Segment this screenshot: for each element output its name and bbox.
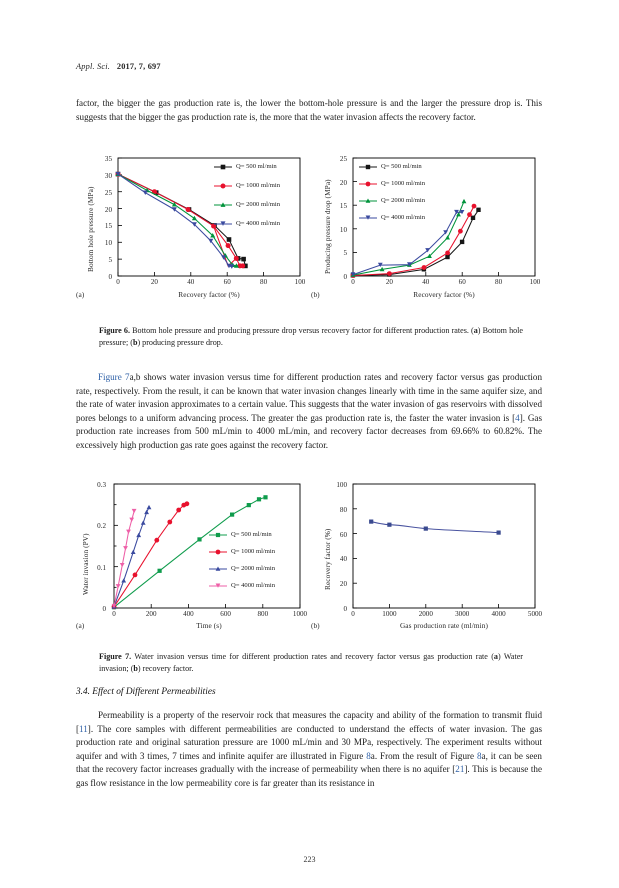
fig6a-xtick-1: 20 [150, 278, 158, 286]
fig6b-ylabel: Producing pressure drop (MPa) [323, 179, 332, 274]
figure-7-panel-b [311, 478, 557, 638]
fig6b-ytick-2: 10 [339, 225, 347, 234]
section-heading: 3.4. Effect of Different Permeabilities [76, 687, 216, 697]
fig7a-series-q1000 [112, 501, 190, 609]
fig6a-ytick-1: 5 [108, 256, 112, 265]
fig7b-ytick-4: 80 [339, 505, 347, 514]
figure-6-caption-b: b [132, 338, 138, 347]
fig7a-legend-label-2: Q= 2000 ml/min [231, 565, 276, 572]
figure-7-panel-a [76, 478, 316, 638]
fig7b-xtick-4: 4000 [491, 610, 506, 618]
figure-6-label-a: (a) [76, 290, 85, 299]
figure-7-caption [99, 651, 523, 675]
fig7b-xtick-2: 2000 [418, 610, 433, 618]
fig7a-xtick-3: 600 [220, 610, 231, 618]
fig7a-ytick-3: 0.3 [97, 481, 106, 489]
fig7b-xtick-0: 0 [351, 610, 355, 618]
fig7b-series-recovery [369, 520, 501, 535]
fig6a-ytick-6: 30 [104, 171, 112, 180]
fig6b-xtick-5: 100 [529, 278, 541, 286]
fig7b-ylabel: Recovery factor (%) [323, 528, 332, 590]
page-number: 223 [303, 855, 316, 864]
fig6b-xlabel: Recovery factor (%) [413, 290, 475, 299]
fig7a-ytick-2: 0.2 [97, 522, 106, 531]
fig6a-xtick-4: 80 [260, 278, 268, 286]
fig6b-xtick-1: 20 [385, 278, 393, 286]
fig7b-ytick-0: 0 [343, 605, 347, 613]
figure-7 [76, 478, 542, 638]
paragraph-3-ref-11[interactable]: 11 [79, 723, 88, 734]
fig6b-legend-label-2: Q= 2000 ml/min [381, 197, 426, 204]
fig6b-legend [359, 165, 377, 220]
fig6b-ytick-1: 5 [343, 249, 347, 258]
fig6b-legend-label-0: Q= 500 ml/min [381, 163, 422, 170]
figure-6-caption [99, 325, 523, 349]
figure-6-caption-a: a [473, 326, 478, 335]
paragraph-3-text-b: ]. The core samples with different permeabilities are conducted to understand the effects of water invasion. The gas production rate and original saturation pressure are 1000 mL/min and 30 MPa, respectively. The experiment results without aquifer and with 3 times, 7 times and infinite aquifer are illustrated in Figure [76, 723, 542, 761]
fig6a-ytick-7: 35 [104, 155, 112, 163]
fig6b-xtick-4: 80 [495, 278, 503, 286]
figure-6-caption-bold: Figure 6. [99, 326, 130, 335]
fig6b-legend-label-1: Q= 1000 ml/min [381, 180, 426, 187]
fig6a-legend [214, 165, 232, 226]
paragraph-3-ref-fig8-1[interactable]: 8 [366, 750, 371, 761]
fig7a-ytick-0: 0 [102, 605, 106, 613]
paragraph-3-text-d: a, it can be seen that the recovery factor increases gradually with the increase of permeability when there is no aquifer [ [76, 750, 542, 775]
figure-7-caption-end: ) recovery factor. [137, 664, 194, 673]
fig7b-ytick-2: 40 [339, 555, 347, 564]
fig7a-xlabel: Time (s) [196, 621, 222, 630]
figure-7-caption-mid: ) Water invasion; ( [99, 652, 523, 673]
fig6a-ytick-2: 10 [104, 239, 112, 248]
figure-6-caption-end: ) producing pressure drop. [137, 338, 223, 347]
paragraph-3-ref-fig8-2[interactable]: 8 [477, 750, 482, 761]
figure-7-label-a: (a) [76, 621, 85, 630]
fig7b-xtick-3: 3000 [455, 610, 470, 618]
fig6b-xtick-3: 60 [458, 278, 466, 286]
fig6a-xtick-0: 0 [116, 278, 120, 286]
figure-7-caption-a: a [493, 652, 498, 661]
figure-6-caption-rest: Bottom hole pressure and producing pressure drop versus recovery factor for different production rates. ( [130, 326, 474, 335]
fig7a-ylabel: Water invasion (PV) [81, 533, 90, 595]
fig6a-legend-label-1: Q= 1000 ml/min [236, 182, 281, 189]
paragraph-1-text: factor, the bigger the gas production rate is, the lower the bottom-hole pressure is and the larger the pressure drop is. This suggests that the bigger the gas production rate is, the more that the water invasion affects the recovery factor. [76, 98, 542, 122]
fig7a-xtick-0: 0 [112, 610, 116, 618]
fig6a-ytick-4: 20 [104, 205, 112, 214]
running-head-journal: Appl. Sci. [76, 62, 111, 71]
paragraph-3 [76, 709, 542, 791]
running-head-issue: 2017, 7, 697 [116, 62, 161, 71]
fig7a-series-q4000 [112, 509, 137, 608]
paragraph-3-ref-21[interactable]: 21 [455, 764, 465, 775]
paragraph-3-text-a: Permeability is a property of the reservoir rock that measures the capacity and ability of the formation to transmit fluid [ [76, 710, 542, 734]
figure-6-label-b: (b) [311, 290, 320, 299]
fig7a-xtick-5: 1000 [292, 610, 308, 618]
fig7b-xtick-1: 1000 [382, 610, 397, 618]
figure-6-panel-b [311, 152, 557, 307]
fig7a-ytick-1: 0.1 [97, 563, 106, 572]
fig7b-ytick-1: 20 [339, 580, 347, 589]
fig7b-ytick-3: 60 [339, 530, 347, 539]
fig7b-xtick-5: 5000 [527, 610, 543, 618]
fig6a-legend-label-0: Q= 500 ml/min [236, 163, 277, 170]
paragraph-3-text-e: ]. This is because the gas flow resistance in the low permeability core is far greater than its resistance in [76, 764, 542, 788]
running-head [76, 62, 161, 71]
fig6a-legend-label-2: Q= 2000 ml/min [236, 201, 281, 208]
fig7a-xtick-2: 400 [183, 610, 194, 618]
fig6b-xtick-0: 0 [351, 278, 355, 286]
fig6a-xlabel: Recovery factor (%) [178, 290, 240, 299]
fig6a-ytick-5: 25 [104, 188, 112, 197]
figure-6-panel-a [76, 152, 312, 307]
fig7b-ytick-5: 100 [336, 481, 347, 489]
fig6a-xtick-3: 60 [223, 278, 231, 286]
fig7a-xtick-1: 200 [145, 610, 157, 618]
fig6b-ytick-5: 25 [339, 155, 347, 163]
fig7a-legend [209, 533, 227, 588]
figure-7-caption-bold: Figure 7. [99, 652, 132, 661]
figure-6-caption-mid: ) Bottom hole pressure; ( [99, 326, 524, 347]
fig6b-ytick-3: 15 [339, 202, 347, 211]
fig6b-xtick-2: 40 [422, 278, 430, 286]
fig6a-xtick-5: 100 [294, 278, 306, 286]
fig7a-legend-label-0: Q= 500 ml/min [231, 531, 272, 538]
paragraph-2-text-a: a,b shows water invasion versus time for different production rates and recovery factor versus gas production rate, respectively. From the result, it can be known that water invasion changes linearly with time in the same aquifer size, and the rate of water invasion approximates to a certain value. This suggests that the water invasion of gas reservoirs with dissolved pores belongs to a uniform advancing process. The greater the gas production rate is, the faster the water invasion is [ [76, 372, 542, 423]
fig6a-ytick-0: 0 [108, 273, 112, 281]
figure-6 [76, 152, 542, 307]
paragraph-3-text-c: a. From the result of Figure [370, 750, 477, 761]
fig7a-legend-label-1: Q= 1000 ml/min [231, 548, 276, 555]
fig7a-legend-label-3: Q= 4000 ml/min [231, 582, 276, 589]
fig6a-xtick-2: 40 [187, 278, 195, 286]
paragraph-2-fig-ref[interactable]: Figure 7 [98, 372, 130, 382]
fig6a-legend-label-3: Q= 4000 ml/min [236, 220, 281, 227]
fig7a-xtick-4: 800 [257, 610, 269, 618]
figure-7-caption-rest: Water invasion versus time for different production rates and recovery factor versus gas production rate ( [131, 652, 494, 661]
figure-7-caption-b: b [133, 664, 138, 673]
fig6a-ylabel: Bottom hole pressure (MPa) [86, 186, 95, 272]
fig6a-ytick-3: 15 [104, 222, 112, 231]
paragraph-2 [76, 371, 542, 453]
paragraph-1 [76, 97, 542, 124]
fig6b-legend-label-3: Q= 4000 ml/min [381, 214, 426, 221]
paragraph-2-ref-4[interactable]: 4 [515, 412, 520, 423]
fig7b-xlabel: Gas production rate (ml/min) [399, 621, 489, 630]
figure-7-label-b: (b) [311, 621, 320, 630]
fig6b-ytick-0: 0 [343, 273, 347, 281]
fig6b-ytick-4: 20 [339, 178, 347, 187]
paragraph-2-text-b: ]. Gas production rate increases from 500 mL/min to 4000 mL/min, and recovery factor decreases from 69.66% to 60.82%. The excessively high production gas rate goes against the recovery factor. [76, 412, 543, 450]
